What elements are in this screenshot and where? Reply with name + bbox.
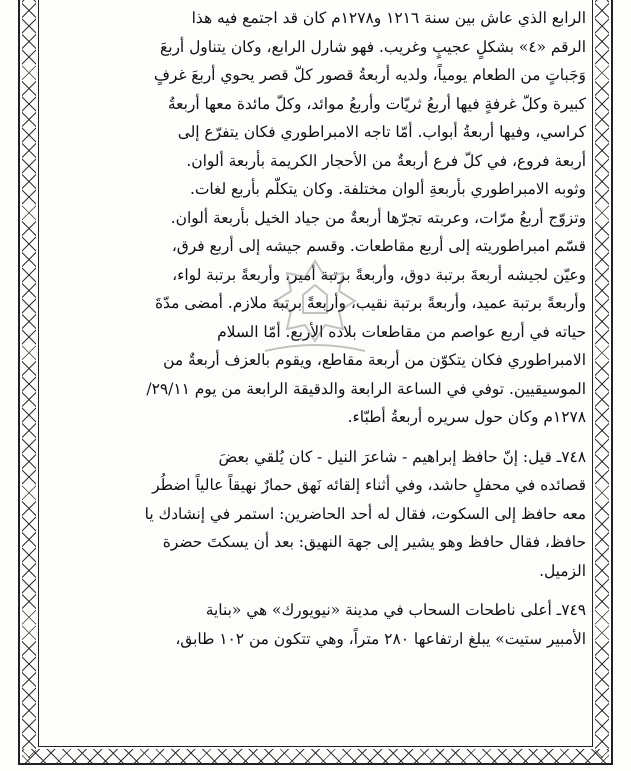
border-ornament-left [22, 0, 36, 758]
border-ornament-bottom [22, 749, 609, 763]
text-line: الموسيقيين. توفي في الساعة الرابعة والدقيقة الرابعة من يوم ٢٩/١١/ [146, 379, 586, 398]
entry-748 [46, 443, 586, 586]
page-text [46, 4, 586, 653]
text-line: قسّم امبراطوريته إلى أربع مقاطعات. وقسم جيشه إلى أربع فرق، [171, 237, 586, 255]
paragraph-continued [46, 4, 586, 432]
text-line: كراسي، وفيها أربعةُ أبواب. أمّا تاجه الامبراطوري فكان يتفرّع إلى [177, 123, 586, 141]
text-line: معه حافظ إلى السكوت، فقال له أحد الحاضرين: استمر في إنشادك يا [144, 504, 586, 523]
text-line: وأربعةً برتبة عميد، وأربعةً برتبة نقيب، وأربعةً برتبة ملازم. أمضى مدّةَ [154, 294, 586, 312]
text-line: وتزوّج أربعُ مرّات، وعربته تجرّها أربعةٌ من جياد الخيل بأربعة ألوان. [170, 208, 586, 227]
text-line: حياته في أربع عواصم من مقاطعات بلاده الأربع. أمّا السلام [217, 322, 586, 341]
text-line: الأمبير ستيت» يبلغ ارتفاعها ٢٨٠ متراً، وهي تتكون من ١٠٢ طابق، [175, 629, 586, 648]
text-line: ١٢٧٨م وكان حول سريره أربعةُ أطبّاء. [347, 408, 586, 426]
text-line: وعيّن لجيشه أربعةَ برتبة دوق، وأربعةً برتبة أمير، وأربعةً برتبة لواء، [172, 265, 586, 284]
entry-749 [46, 596, 586, 653]
text-line: حافظ، فقال حافظ وهو يشير إلى جهة النهيق: بعد أن يسكتَ حضرة [162, 533, 586, 551]
text-line: ٧٤٩ـ أعلى ناطحات السحاب في مدينة «نيويورك» هي «بناية [205, 601, 586, 619]
text-line: الامبراطوري فكان يتكوّن من أربعة مقاطع، ويقوم بالعزف أربعةٌ من [163, 351, 586, 369]
border-ornament-right [595, 0, 609, 758]
text-line: الزميل. [539, 561, 586, 580]
text-line: الرقم «٤» بشكلٍ عجيبٍ وغريب. فهو شارل الرابع، وكان يتناول أربعَ [160, 37, 586, 56]
text-line: الرابع الذي عاش بين سنة ١٢١٦ و١٢٧٨م كان قد اجتمع فيه هذا [191, 9, 586, 27]
text-line: وثوبه الامبراطوري بأربعةِ ألوان مختلفة. وكان يتكلّم بأربع لغات. [189, 180, 586, 198]
text-line: ٧٤٨ـ قيل: إنّ حافظ إبراهيم - شاعرَ النيل - كان يُلقي بعضَ [218, 447, 586, 466]
text-line: وَجَباتٍ من الطعام يومياً، ولديه أربعةُ قصور كلّ قصر يحوي أربعَ غرفٍ [153, 66, 586, 84]
text-line: كبيرة وكلّ غرفةٍ فيها أربعُ ثريّات وأربعُ موائد، وكلّ مائدة معها أربعةُ [167, 94, 586, 113]
text-line: قصائده في محفلٍ حاشد، وفي أثناء إلقائه نَهق حمارٌ نهيقاً عالياً اضطُر [152, 476, 586, 494]
text-line: أربعة فروع، في كلّ فرع أربعةٌ من الأحجار الكريمة بأربعة ألوان. [186, 151, 586, 170]
